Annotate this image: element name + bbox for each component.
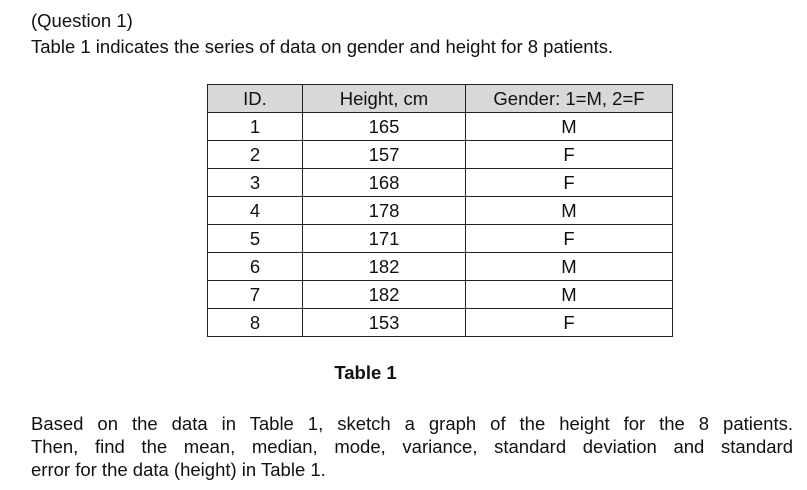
- instruction-line-3: error for the data (height) in Table 1.: [31, 459, 326, 480]
- cell-gender: M: [466, 253, 673, 281]
- table-row: [208, 113, 673, 141]
- cell-id: 2: [208, 141, 303, 169]
- cell-gender: F: [466, 141, 673, 169]
- cell-gender: F: [466, 225, 673, 253]
- table-row: [208, 169, 673, 197]
- instruction-text: [31, 412, 793, 481]
- instruction-line-2: Then, find the mean, median, mode, variance, standard deviation and standard: [31, 436, 793, 457]
- table-row: [208, 141, 673, 169]
- instruction-line-1: Based on the data in Table 1, sketch a graph of the height for the 8 patients.: [31, 413, 793, 434]
- table-row: [208, 225, 673, 253]
- cell-height: 157: [303, 141, 466, 169]
- header-id: ID.: [208, 85, 303, 113]
- cell-id: 7: [208, 281, 303, 309]
- table-row: [208, 197, 673, 225]
- cell-height: 171: [303, 225, 466, 253]
- cell-gender: M: [466, 197, 673, 225]
- table-row: [208, 281, 673, 309]
- cell-height: 168: [303, 169, 466, 197]
- cell-gender: F: [466, 169, 673, 197]
- table-row: [208, 309, 673, 337]
- cell-id: 4: [208, 197, 303, 225]
- cell-gender: F: [466, 309, 673, 337]
- cell-id: 8: [208, 309, 303, 337]
- data-table: [207, 84, 673, 337]
- cell-height: 182: [303, 253, 466, 281]
- cell-id: 6: [208, 253, 303, 281]
- table-row: [208, 253, 673, 281]
- table-caption-text: Table 1: [334, 362, 397, 383]
- cell-id: 1: [208, 113, 303, 141]
- cell-height: 178: [303, 197, 466, 225]
- cell-height: 153: [303, 309, 466, 337]
- cell-height: 165: [303, 113, 466, 141]
- table-caption: [0, 362, 807, 384]
- cell-gender: M: [466, 113, 673, 141]
- cell-id: 3: [208, 169, 303, 197]
- header-gender: Gender: 1=M, 2=F: [466, 85, 673, 113]
- intro-text: Table 1 indicates the series of data on gender and height for 8 patients.: [31, 36, 614, 57]
- question-label: (Question 1): [31, 10, 133, 31]
- cell-gender: M: [466, 281, 673, 309]
- cell-id: 5: [208, 225, 303, 253]
- cell-height: 182: [303, 281, 466, 309]
- header-height: Height, cm: [303, 85, 466, 113]
- table-header-row: [208, 85, 673, 113]
